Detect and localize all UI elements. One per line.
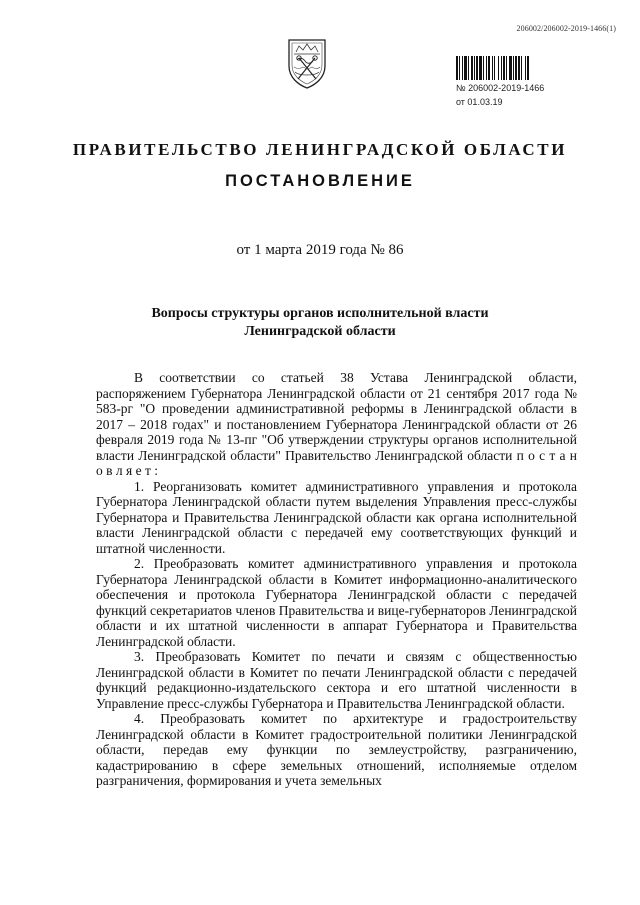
clause-paragraph: 1. Реорганизовать комитет административного управления и протокола Губернатора Ленинградской области путем выделения Управления пресс-службы Губернатора и Правительства Ленинградской области как органа исполнительной власти Ленинградской области с передачей ему соответствующих функций и штатной численности.	[96, 478, 577, 556]
clause-paragraph: 2. Преобразовать комитет административного управления и протокола Губернатора Ленинградской области в Комитет информационно-аналитического обеспечения и протокола Губернатора Ленинградской области с передачей функций секретариатов членов Правительства и вице-губернаторов Ленинградской области и их штатной численности в аппарат Губернатора и Правительства Ленинградской области.	[96, 556, 577, 649]
clause-paragraph: 3. Преобразовать Комитет по печати и связям с общественностью Ленинградской области в Комитет по печати Ленинградской области с передачей функций редакционно-издательского сектора и его штатной численности в Управление пресс-службы Губернатора и Правительства Ленинградской области.	[96, 649, 577, 711]
subject-line: Вопросы структуры органов исполнительной власти	[151, 306, 489, 321]
coat-of-arms-icon	[285, 36, 329, 90]
clause-paragraph: 4. Преобразовать комитет по архитектуре и градостроительству Ленинградской области в Комитет градостроительной политики Ленинградской области, передав ему функции по землеустройству, разграничению, кадастрированию в сфере земельных отношений, исполняемые отделом разграничения, формирования и учета земельных	[96, 711, 577, 788]
registration-number: № 206002-2019-1466	[456, 83, 545, 93]
preamble-paragraph: В соответствии со статьей 38 Устава Ленинградской области, распоряжением Губернатора Ленинградской области от 21 сентября 2017 года № 583-рг "О проведении административной реформы в Ленинградской области в 2017 – 2018 годах" и постановлением Губернатора Ленинградской области от 26 февраля 2019 года № 13-пг "Об утверждении структуры органов исполнительной власти Ленинградской области" Правительство Ленинградской области п о с т а н о в л я е т :	[96, 370, 577, 478]
registration-date: от 01.03.19	[456, 97, 503, 107]
registration-block	[456, 56, 566, 114]
decree-subject	[0, 305, 640, 341]
government-title: ПРАВИТЕЛЬСТВО ЛЕНИНГРАДСКОЙ ОБЛАСТИ	[72, 140, 568, 159]
barcode-icon	[456, 56, 562, 80]
document-reference: 206002/206002-2019-1466(1)	[516, 24, 616, 33]
document-body	[96, 370, 577, 789]
document-type: ПОСТАНОВЛЕНИЕ	[225, 172, 415, 190]
subject-line: Ленинградской области	[244, 324, 396, 339]
decree-date-number: от 1 марта 2019 года № 86	[236, 242, 404, 258]
